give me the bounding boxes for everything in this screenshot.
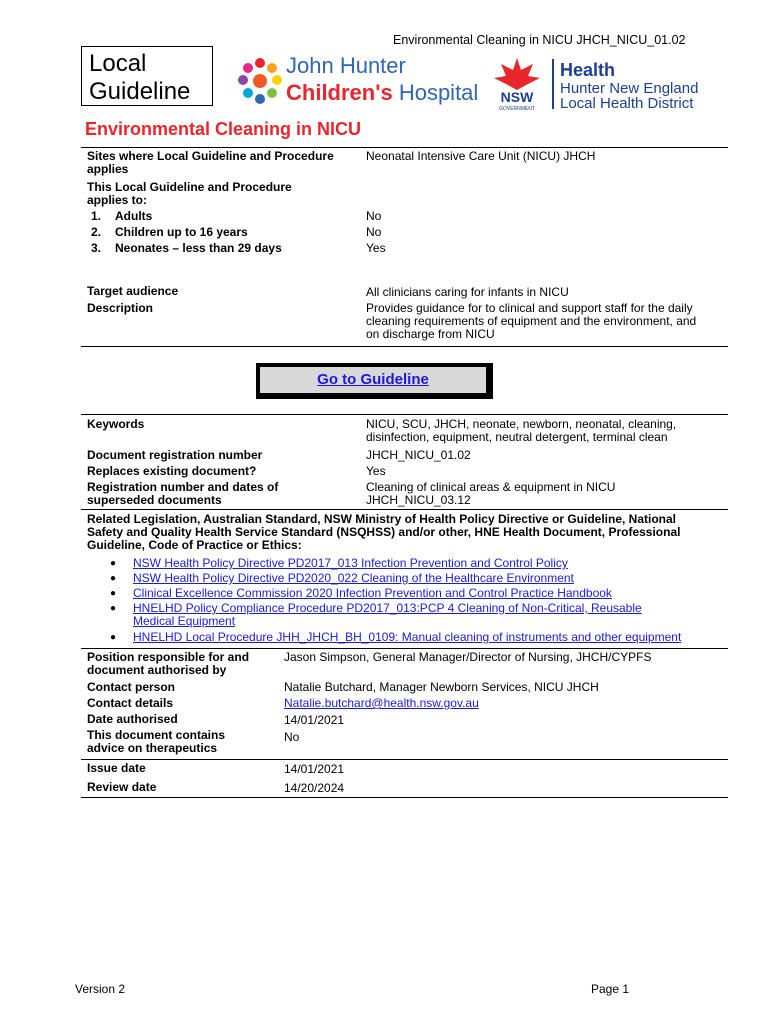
review-date-label: Review date [87, 780, 157, 794]
superseded-label-line2: superseded documents [87, 493, 222, 507]
rule-related-start [81, 509, 728, 510]
applies-item-value-1: No [366, 209, 382, 223]
bullet-icon: ● [110, 573, 117, 584]
nsw-health-logo [488, 56, 720, 112]
sites-value: Neonatal Intensive Care Unit (NICU) JHCH [366, 149, 596, 163]
therapeutics-label [87, 729, 225, 755]
target-audience-value: All clinicians caring for infants in NICU [366, 285, 569, 299]
superseded-value-line2: JHCH_NICU_03.12 [366, 493, 471, 507]
rule-top [81, 147, 728, 148]
sites-label [87, 150, 357, 176]
contact-person-label: Contact person [87, 680, 176, 694]
go-to-guideline-frame [256, 363, 493, 399]
contact-email-link[interactable]: Natalie.butchard@health.nsw.gov.au [284, 696, 479, 710]
applies-item-label-3: Neonates – less than 29 days [115, 241, 282, 255]
related-link-5[interactable]: HNELHD Local Procedure JHH_JHCH_BH_0109: Manual cleaning of instruments and other equipment [133, 630, 682, 644]
nsw-logo-district [560, 81, 698, 111]
therapeutics-value: No [284, 730, 300, 744]
related-heading [87, 513, 727, 552]
applies-to-label: This Local Guideline and Procedure applies to: [87, 180, 292, 207]
jhch-logo-line1: John Hunter [286, 53, 406, 78]
description-label: Description [87, 301, 154, 315]
go-to-guideline-button[interactable] [260, 367, 486, 393]
sites-label-text: Sites where Local Guideline and Procedure applies [87, 149, 334, 176]
go-to-guideline-link[interactable]: Go to Guideline [317, 371, 429, 388]
applies-item-value-3: Yes [366, 241, 386, 255]
position-label-line1: Position responsible for and [87, 650, 250, 664]
jhch-logo-line2 [286, 80, 478, 106]
review-date-value: 14/20/2024 [284, 781, 345, 795]
waratah-icon [488, 56, 546, 112]
keywords-line2: disinfection, equipment, neutral detergent, terminal clean [366, 430, 668, 444]
date-authorised-label: Date authorised [87, 712, 178, 726]
header-document-reference: Environmental Cleaning in NICU JHCH_NICU_01.02 [393, 33, 686, 47]
jhch-logo-mark-icon [236, 56, 284, 106]
applies-item-num-2: 2. [91, 225, 102, 239]
nsw-logo-divider [552, 59, 554, 109]
related-link-4-line1[interactable]: HNELHD Policy Compliance Procedure PD2017_013:PCP 4 Cleaning of Non-Critical, Reusable [133, 601, 642, 615]
replaces-label: Replaces existing document? [87, 464, 257, 478]
related-heading-line2: Safety and Quality Health Service Standard (NSQHSS) and/or other, HNE Health Document, Professional [87, 525, 681, 539]
position-label-line2: document authorised by [87, 663, 227, 677]
applies-item-num-1: 1. [91, 209, 102, 223]
doc-registration-value: JHCH_NICU_01.02 [366, 448, 471, 462]
nsw-logo-line2: Hunter New England [560, 80, 699, 97]
related-link-2[interactable]: NSW Health Policy Directive PD2020_022 Cleaning of the Healthcare Environment [133, 571, 574, 585]
bullet-icon: ● [110, 558, 117, 569]
doc-registration-label: Document registration number [87, 448, 263, 462]
related-link-4[interactable] [133, 602, 642, 628]
date-authorised-value: 14/01/2021 [284, 713, 345, 727]
description-line2: cleaning requirements of equipment and the environment, and [366, 314, 697, 328]
related-link-3[interactable]: Clinical Excellence Commission 2020 Infection Prevention and Control Practice Handbook [133, 586, 612, 600]
target-audience-label: Target audience [87, 284, 179, 298]
rule-dates-start [81, 759, 728, 760]
contact-person-value: Natalie Butchard, Manager Newborn Services, NICU JHCH [284, 680, 599, 694]
page-title: Environmental Cleaning in NICU [85, 119, 362, 139]
rule-bottom [81, 797, 728, 798]
rule-applicability-end [81, 346, 728, 347]
bullet-icon: ● [110, 632, 117, 643]
local-guideline-line1: Local [89, 50, 147, 77]
keywords-line1: NICU, SCU, JHCH, neonate, newborn, neonatal, cleaning, [366, 417, 677, 431]
superseded-label [87, 481, 278, 507]
contact-details-label: Contact details [87, 696, 174, 710]
keywords-value [366, 418, 676, 444]
nsw-logo-health: Health [560, 60, 616, 80]
footer-version: Version 2 [75, 982, 126, 996]
rule-details-start [81, 414, 728, 415]
nsw-mark-subtext: GOVERNMENT [499, 106, 535, 112]
nsw-logo-line3: Local Health District [560, 95, 694, 112]
applies-item-label-2: Children up to 16 years [115, 225, 248, 239]
applies-item-num-3: 3. [91, 241, 102, 255]
position-value: Jason Simpson, General Manager/Director of Nursing, JHCH/CYPFS [284, 650, 652, 664]
therapeutics-label-line2: advice on therapeutics [87, 741, 218, 755]
jhch-logo [236, 55, 481, 107]
related-heading-line1: Related Legislation, Australian Standard, NSW Ministry of Health Policy Directive or Guideline, National [87, 512, 677, 526]
local-guideline-line2: Guideline [89, 78, 191, 105]
superseded-value-line1: Cleaning of clinical areas & equipment in NICU [366, 480, 616, 494]
footer-page-number: Page 1 [591, 982, 630, 996]
superseded-value [366, 481, 615, 507]
related-heading-line3: Guideline, Code of Practice or Ethics: [87, 538, 302, 552]
issue-date-value: 14/01/2021 [284, 762, 345, 776]
jhch-logo-childrens: Children's [286, 80, 393, 105]
position-label [87, 651, 249, 677]
superseded-label-line1: Registration number and dates of [87, 480, 279, 494]
description-line3: on discharge from NICU [366, 327, 495, 341]
keywords-label: Keywords [87, 417, 145, 431]
therapeutics-label-line1: This document contains [87, 728, 226, 742]
description-value [366, 302, 728, 341]
nsw-mark-text: NSW [500, 89, 534, 105]
local-guideline-box [81, 46, 213, 106]
rule-authorisation-start [81, 648, 728, 649]
related-link-1[interactable]: NSW Health Policy Directive PD2017_013 Infection Prevention and Control Policy [133, 556, 568, 570]
related-link-4-line2[interactable]: Medical Equipment [133, 614, 236, 628]
bullet-icon: ● [110, 603, 117, 614]
bullet-icon: ● [110, 588, 117, 599]
replaces-value: Yes [366, 464, 386, 478]
applies-item-value-2: No [366, 225, 382, 239]
applies-item-label-1: Adults [115, 209, 153, 223]
jhch-logo-hospital: Hospital [398, 80, 479, 105]
description-line1: Provides guidance for to clinical and support staff for the daily [366, 301, 693, 315]
issue-date-label: Issue date [87, 761, 146, 775]
